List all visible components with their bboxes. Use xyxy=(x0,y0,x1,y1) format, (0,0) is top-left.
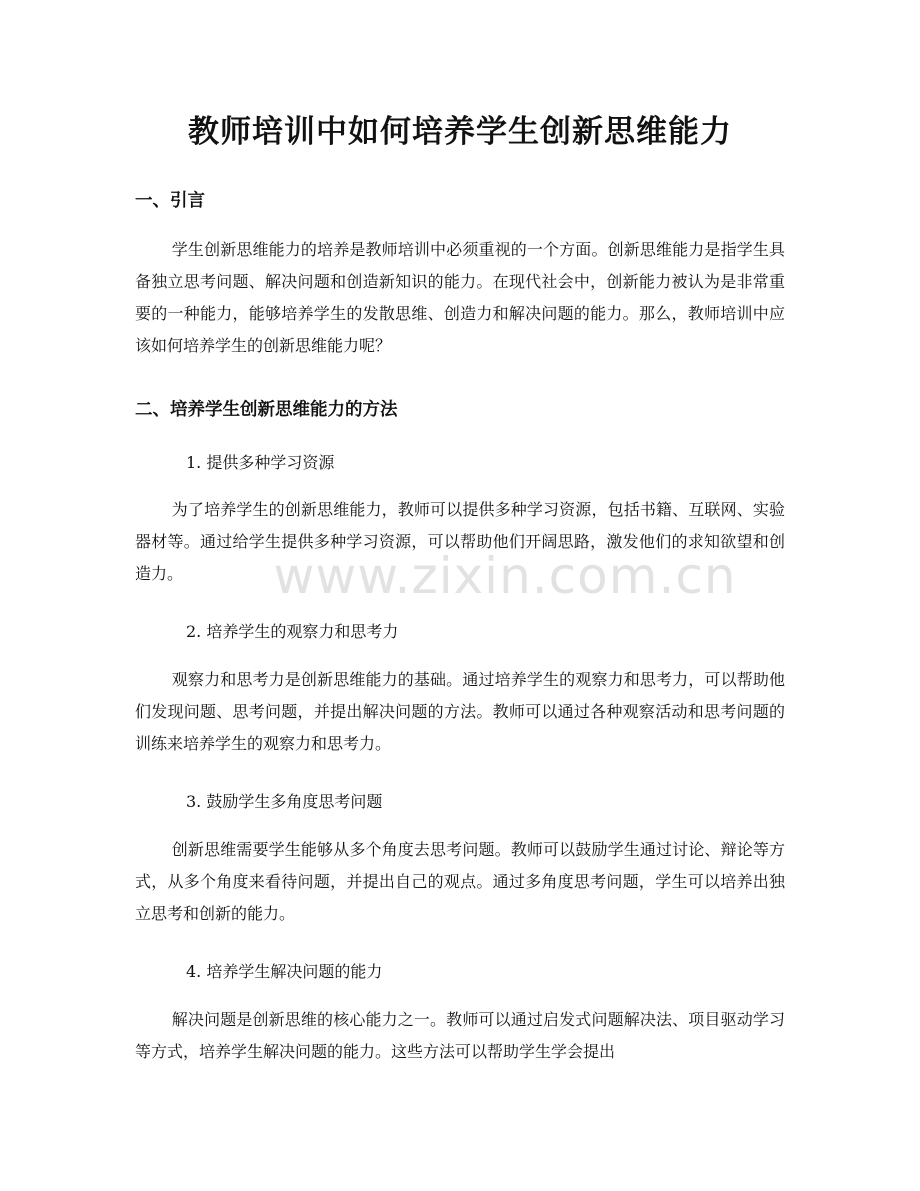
method-paragraph-4: 解决问题是创新思维的核心能力之一。教师可以通过启发式问题解决法、项目驱动学习等方式，培养学生解决问题的能力。这些方法可以帮助学生学会提出 xyxy=(135,1010,785,1061)
intro-paragraph: 学生创新思维能力的培养是教师培训中必须重视的一个方面。创新思维能力是指学生具备独立思考问题、解决问题和创造新知识的能力。在现代社会中，创新能力被认为是非常重要的一种能力，能够培养学生的发散思维、创造力和解决问题的能力。那么，教师培训中应该如何培养学生的创新思维能力呢？ xyxy=(135,240,785,355)
method-title-2: 2. 培养学生的观察力和思考力 xyxy=(186,622,399,641)
section-heading-methods: 二、培养学生创新思维能力的方法 xyxy=(135,400,398,420)
method-title-3: 3. 鼓励学生多角度思考问题 xyxy=(186,792,383,811)
method-paragraph-3: 创新思维需要学生能够从多个角度去思考问题。教师可以鼓励学生通过讨论、辩论等方式，从多个角度来看待问题，并提出自己的观点。通过多角度思考问题，学生可以培养出独立思考和创新的能力。 xyxy=(135,840,785,923)
method-title-1: 1. 提供多种学习资源 xyxy=(186,453,335,472)
method-paragraph-1: 为了培养学生的创新思维能力，教师可以提供多种学习资源，包括书籍、互联网、实验器材等。通过给学生提供多种学习资源，可以帮助他们开阔思路，激发他们的求知欲望和创造力。 xyxy=(135,500,785,583)
method-paragraph-2: 观察力和思考力是创新思维能力的基础。通过培养学生的观察力和思考力，可以帮助他们发现问题、思考问题，并提出解决问题的方法。教师可以通过各种观察活动和思考问题的训练来培养学生的观察力和思考力。 xyxy=(135,670,785,753)
section-heading-intro: 一、引言 xyxy=(135,191,205,211)
method-title-4: 4. 培养学生解决问题的能力 xyxy=(186,962,383,981)
watermark: www.zixin.com.cn xyxy=(273,547,737,605)
document-title: 教师培训中如何培养学生创新思维能力 xyxy=(188,114,732,150)
